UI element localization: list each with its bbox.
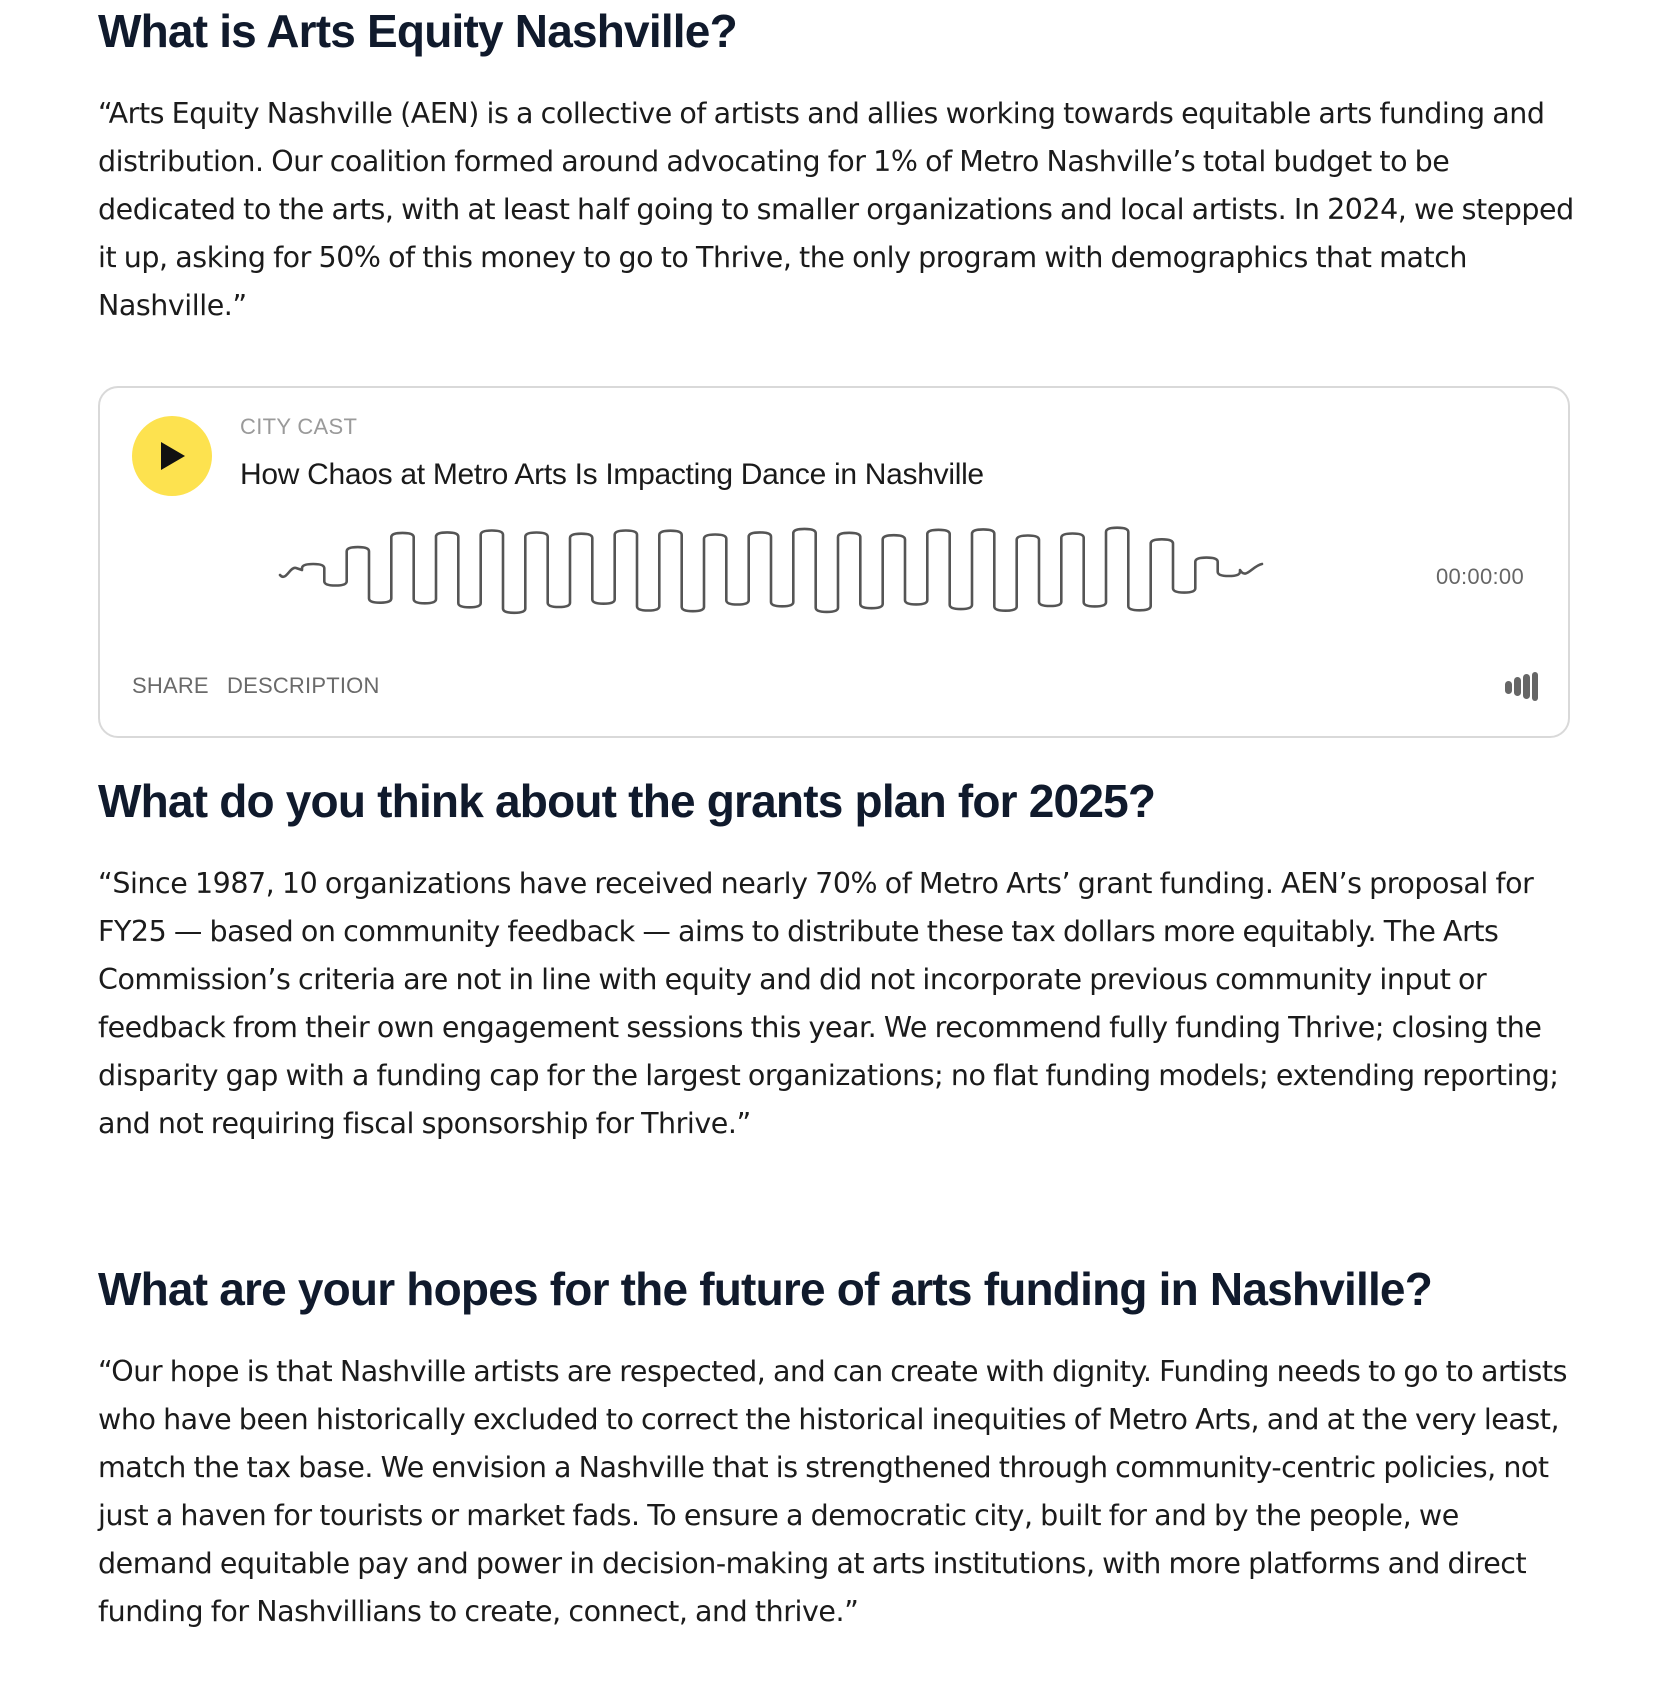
section-paragraph: “Arts Equity Nashville (AEN) is a collective of artists and allies working towards equitable arts funding and distribution. Our coalition formed around advocating for 1% of Metro Nashville’s total budget to be dedicated to the arts, with at least half going to smaller organizations and local artists. In 2024, we stepped it up, asking for 50% of this money to go to Thrive, the only program with demographics that match Nashville.” bbox=[98, 97, 1574, 322]
waveform-scrubber[interactable] bbox=[278, 516, 1278, 624]
section-heading: What are your hopes for the future of arts funding in Nashville? bbox=[98, 1263, 1433, 1315]
play-button[interactable] bbox=[132, 416, 212, 496]
share-button[interactable]: SHARE bbox=[132, 673, 209, 698]
podcast-brand: CITY CAST bbox=[240, 414, 358, 439]
section-paragraph: “Since 1987, 10 organizations have received nearly 70% of Metro Arts’ grant funding. AEN’s proposal for FY25 — based on community feedback — aims to distribute these tax dollars more equitably. The Arts Commission’s criteria are not in line with equity and did not incorporate previous community input or feedback from their own engagement sessions this year. We recommend fully funding Thrive; closing the disparity gap with a funding cap for the largest organizations; no flat funding models; extending reporting; and not requiring fiscal sponsorship for Thrive.” bbox=[98, 867, 1559, 1140]
section-heading: What do you think about the grants plan for 2025? bbox=[98, 775, 1156, 827]
podcast-player bbox=[98, 386, 1570, 738]
play-icon bbox=[132, 416, 212, 496]
playback-time: 00:00:00 bbox=[1435, 564, 1524, 589]
bars-logo-icon bbox=[1504, 672, 1538, 702]
section-paragraph: “Our hope is that Nashville artists are respected, and can create with dignity. Funding needs to go to artists who have been historically excluded to correct the historical inequities of Metro Arts, and at the very least, match the tax base. We envision a Nashville that is strengthened through community-centric policies, not just a haven for tourists or market fads. To ensure a democratic city, built for and by the people, we demand equitable pay and power in decision-making at arts institutions, with more platforms and direct funding for Nashvillians to create, connect, and thrive.” bbox=[98, 1355, 1567, 1628]
description-button[interactable]: DESCRIPTION bbox=[227, 673, 380, 698]
episode-title: How Chaos at Metro Arts Is Impacting Dance in Nashville bbox=[240, 458, 984, 491]
section-heading: What is Arts Equity Nashville? bbox=[98, 5, 737, 57]
